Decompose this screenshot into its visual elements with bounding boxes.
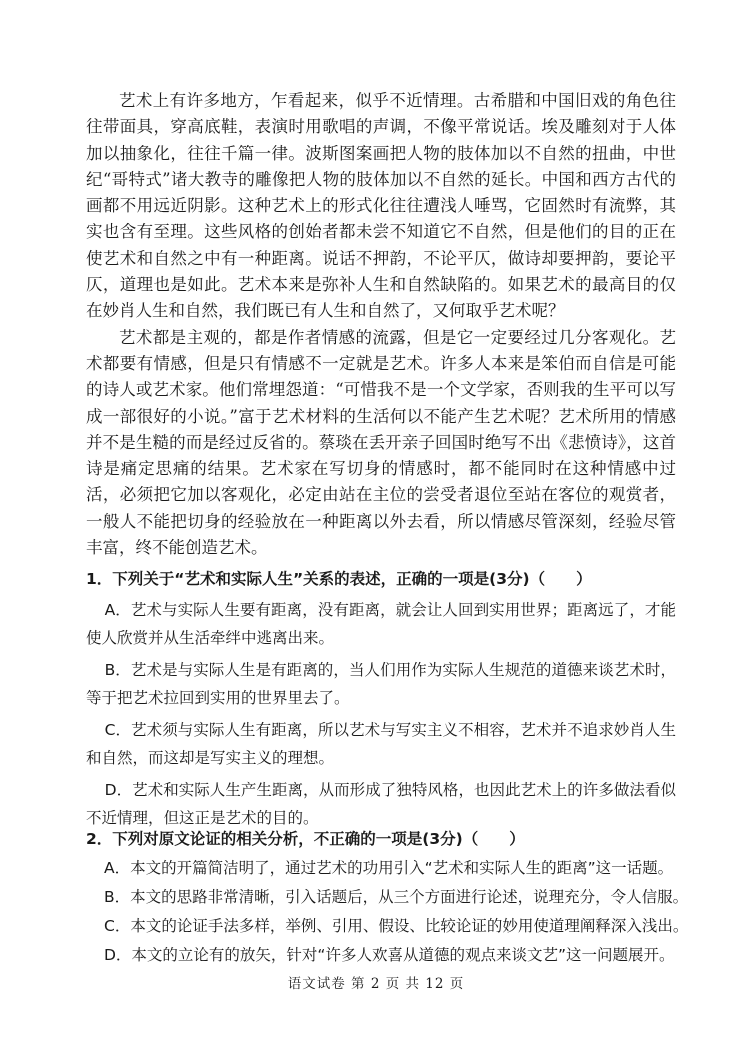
question-2-option-b: B．本文的思路非常清晰，引入话题后，从三个方面进行论述，说理充分，令人信服。 — [104, 888, 689, 906]
passage-paragraph-1: 艺术上有许多地方，乍看起来，似乎不近情理。古希腊和中国旧戏的角色往往带面具，穿高底鞋，表演时用歌唱的声调，不像平常说话。埃及雕刻对于人体加以抽象化，往往千篇一律。波斯图案画把人物的肢体加以不自然的扭曲，中世纪“哥特式”诸大教寺的雕像把人物的肢体加以不自然的延长。中国和西方古代的画都不用远近阴影。这种艺术上的形式化往往遭浅人唾骂，它固然时有流弊，其实也含有至理。这些风格的创始者都未尝不知道它不自然，但是他们的目的正在使艺术和自然之中有一种距离。说话不押韵，不论平仄，做诗却要押韵，要论平仄，道理也是如此。艺术本来是弥补人生和自然缺陷的。如果艺术的最高目的仅在妙肖人生和自然，我们既已有人生和自然了，又何取乎艺术呢？ — [86, 91, 676, 321]
question-2-option-c: C．本文的论证手法多样，举例、引用、假设、比较论证的妙用使道理阐释深入浅出。 — [104, 917, 689, 935]
question-2-options — [86, 854, 689, 970]
question-1-title: 1．下列关于“艺术和实际人生”关系的表述，正确的一项是(3分)（ ） — [86, 570, 592, 588]
passage-paragraph-2: 艺术都是主观的，都是作者情感的流露，但是它一定要经过几分客观化。艺术都要有情感，但是只有情感不一定就是艺术。许多人本来是笨伯而自信是可能的诗人或艺术家。他们常埋怨道：“可惜我不是一个文学家，否则我的生平可以写成一部很好的小说。”富于艺术材料的生活何以不能产生艺术呢？艺术所用的情感并不是生糙的而是经过反省的。蔡琰在丢开亲子回国时绝写不出《悲愤诗》，这首诗是痛定思痛的结果。艺术家在写切身的情感时，都不能同时在这种情感中过活，必须把它加以客观化，必定由站在主位的尝受者退位至站在客位的观赏者，一般人不能把切身的经验放在一种距离以外去看，所以情感尽管深刻，经验尽管丰富，终不能创造艺术。 — [86, 327, 676, 558]
question-1-option-d: D．艺术和实际人生产生距离，从而形成了独特风格，也因此艺术上的许多做法看似不近情理，但这正是艺术的目的。 — [86, 781, 676, 827]
question-2-option-d: D．本文的立论有的放矢，针对“许多人欢喜从道德的观点来谈文艺”这一问题展开。 — [104, 946, 675, 964]
question-2-option-a: A．本文的开篇简洁明了，通过艺术的功用引入“艺术和实际人生的距离”这一话题。 — [104, 859, 674, 877]
question-1-option-c: C．艺术须与实际人生有距离，所以艺术与写实主义不相容，艺术并不追求妙肖人生和自然，而这却是写实主义的理想。 — [86, 721, 676, 767]
reading-passage — [86, 88, 676, 561]
question-1-options — [86, 596, 676, 836]
question-1-option-a: A．艺术与实际人生要有距离，没有距离，就会让人回到实用世界；距离远了，才能使人欣赏并从生活牵绊中逃离出来。 — [86, 601, 676, 647]
question-1-option-b: B．艺术是与实际人生是有距离的，当人们用作为实际人生规范的道德来谈艺术时，等于把艺术拉回到实用的世界里去了。 — [86, 661, 676, 707]
question-2-title: 2．下列对原文论证的相关分析，不正确的一项是(3分)（ ） — [86, 830, 525, 848]
page-footer: 语文试卷 第 2 页 共 12 页 — [287, 976, 465, 992]
